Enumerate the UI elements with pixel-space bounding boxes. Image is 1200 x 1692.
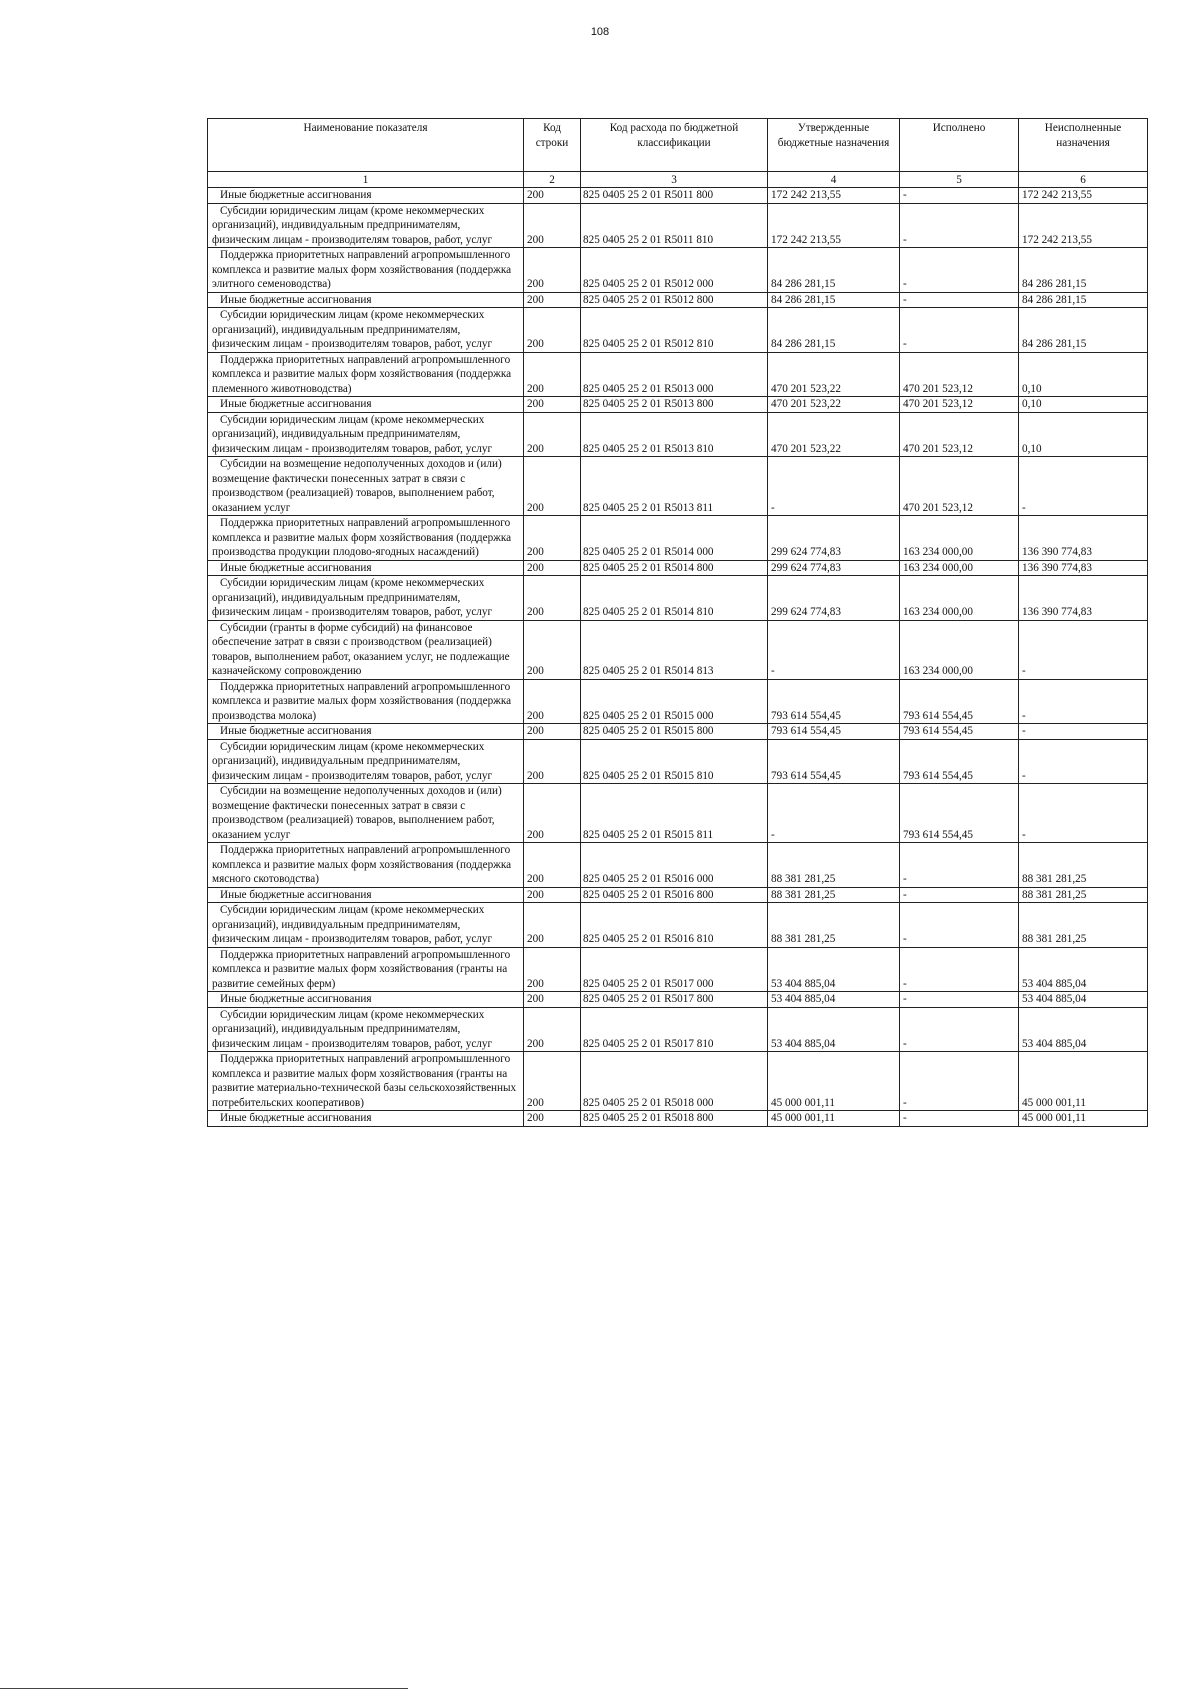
row-unexecuted-cell: 136 390 774,83	[1019, 516, 1148, 561]
table-row	[208, 620, 1148, 679]
row-budget-code-cell: 825 0405 25 2 01 R5012 800	[581, 292, 768, 308]
column-number: 4	[768, 172, 900, 188]
row-unexecuted-cell: 0,10	[1019, 412, 1148, 457]
row-name-cell	[208, 887, 524, 903]
row-executed-cell: -	[900, 903, 1019, 948]
row-executed-cell: -	[900, 1007, 1019, 1052]
row-budget-code-cell: 825 0405 25 2 01 R5015 810	[581, 739, 768, 784]
table-row	[208, 947, 1148, 992]
row-approved-cell: 84 286 281,15	[768, 308, 900, 353]
row-line-code-cell: 200	[524, 412, 581, 457]
row-approved-cell: 793 614 554,45	[768, 739, 900, 784]
row-approved-cell: 793 614 554,45	[768, 724, 900, 740]
row-name-text: Субсидии (гранты в форме субсидий) на финансовое обеспечение затрат в связи с производством (реализацией) товаров, выполнением работ, оказанием услуг, не подлежащие казначейскому сопровождению	[212, 621, 510, 677]
row-name-text: Поддержка приоритетных направлений агропромышленного комплекса и развитие малых форм хозяйствования (поддержка племенного животноводства)	[212, 353, 512, 395]
page-number: 108	[590, 26, 610, 38]
row-line-code-cell: 200	[524, 248, 581, 293]
row-budget-code-cell: 825 0405 25 2 01 R5018 000	[581, 1052, 768, 1111]
table-row	[208, 903, 1148, 948]
row-approved-cell: 84 286 281,15	[768, 292, 900, 308]
row-unexecuted-cell: 88 381 281,25	[1019, 903, 1148, 948]
row-name-cell	[208, 203, 524, 248]
table-row	[208, 784, 1148, 843]
row-unexecuted-cell: 88 381 281,25	[1019, 843, 1148, 888]
column-number: 3	[581, 172, 768, 188]
row-executed-cell: -	[900, 947, 1019, 992]
header-name: Наименование показателя	[208, 119, 524, 172]
row-name-cell	[208, 412, 524, 457]
row-executed-cell: -	[900, 203, 1019, 248]
row-budget-code-cell: 825 0405 25 2 01 R5013 800	[581, 397, 768, 413]
row-name-cell	[208, 1052, 524, 1111]
column-number: 5	[900, 172, 1019, 188]
row-approved-cell: 299 624 774,83	[768, 516, 900, 561]
row-line-code-cell: 200	[524, 292, 581, 308]
row-unexecuted-cell: 45 000 001,11	[1019, 1111, 1148, 1127]
row-executed-cell: 470 201 523,12	[900, 352, 1019, 397]
row-line-code-cell: 200	[524, 620, 581, 679]
row-line-code-cell: 200	[524, 397, 581, 413]
row-unexecuted-cell: -	[1019, 739, 1148, 784]
row-unexecuted-cell: 53 404 885,04	[1019, 947, 1148, 992]
header-line-code: Код строки	[524, 119, 581, 172]
row-budget-code-cell: 825 0405 25 2 01 R5013 811	[581, 457, 768, 516]
row-name-text: Субсидии юридическим лицам (кроме некоммерческих организаций), индивидуальным предпринимателям, физическим лицам - производителям товаров, работ, услуг	[212, 204, 493, 246]
row-budget-code-cell: 825 0405 25 2 01 R5012 810	[581, 308, 768, 353]
row-name-text: Иные бюджетные ассигнования	[220, 398, 372, 410]
row-name-cell	[208, 248, 524, 293]
table-row	[208, 308, 1148, 353]
table-row	[208, 887, 1148, 903]
row-budget-code-cell: 825 0405 25 2 01 R5014 810	[581, 576, 768, 621]
table-row	[208, 188, 1148, 204]
row-line-code-cell: 200	[524, 308, 581, 353]
row-budget-code-cell: 825 0405 25 2 01 R5015 811	[581, 784, 768, 843]
header-budget-code: Код расхода по бюджетной классификации	[581, 119, 768, 172]
row-line-code-cell: 200	[524, 724, 581, 740]
row-line-code-cell: 200	[524, 903, 581, 948]
row-approved-cell: 172 242 213,55	[768, 188, 900, 204]
row-name-cell	[208, 516, 524, 561]
row-approved-cell: 88 381 281,25	[768, 887, 900, 903]
row-unexecuted-cell: 136 390 774,83	[1019, 576, 1148, 621]
row-name-text: Поддержка приоритетных направлений агропромышленного комплекса и развитие малых форм хозяйствования (гранты на развитие семейных ферм)	[212, 948, 511, 990]
table-row	[208, 1007, 1148, 1052]
row-unexecuted-cell: 136 390 774,83	[1019, 560, 1148, 576]
row-approved-cell: 470 201 523,22	[768, 397, 900, 413]
budget-execution-table	[207, 118, 1148, 1127]
row-name-text: Субсидии юридическим лицам (кроме некоммерческих организаций), индивидуальным предпринимателям, физическим лицам - производителям товаров, работ, услуг	[212, 1008, 493, 1050]
row-line-code-cell: 200	[524, 560, 581, 576]
column-number: 6	[1019, 172, 1148, 188]
row-budget-code-cell: 825 0405 25 2 01 R5016 800	[581, 887, 768, 903]
row-budget-code-cell: 825 0405 25 2 01 R5016 810	[581, 903, 768, 948]
row-approved-cell: 45 000 001,11	[768, 1052, 900, 1111]
row-line-code-cell: 200	[524, 457, 581, 516]
row-unexecuted-cell: 53 404 885,04	[1019, 992, 1148, 1008]
row-executed-cell: 793 614 554,45	[900, 739, 1019, 784]
row-unexecuted-cell: 172 242 213,55	[1019, 203, 1148, 248]
row-name-text: Субсидии юридическим лицам (кроме некоммерческих организаций), индивидуальным предпринимателям, физическим лицам - производителям товаров, работ, услуг	[212, 904, 493, 945]
row-executed-cell: -	[900, 843, 1019, 888]
row-name-text: Поддержка приоритетных направлений агропромышленного комплекса и развитие малых форм хозяйствования (поддержка элитного семеноводства)	[212, 249, 512, 290]
row-executed-cell: 163 234 000,00	[900, 560, 1019, 576]
row-executed-cell: 470 201 523,12	[900, 457, 1019, 516]
row-executed-cell: 793 614 554,45	[900, 724, 1019, 740]
table-row	[208, 248, 1148, 293]
row-budget-code-cell: 825 0405 25 2 01 R5017 000	[581, 947, 768, 992]
row-line-code-cell: 200	[524, 739, 581, 784]
row-name-text: Поддержка приоритетных направлений агропромышленного комплекса и развитие малых форм хозяйствования (гранты на развитие материально-технической базы сельскохозяйственных потребительских кооперативов)	[212, 1053, 517, 1109]
row-executed-cell: 793 614 554,45	[900, 784, 1019, 843]
row-unexecuted-cell: 45 000 001,11	[1019, 1052, 1148, 1111]
row-approved-cell: 172 242 213,55	[768, 203, 900, 248]
table-row	[208, 412, 1148, 457]
row-budget-code-cell: 825 0405 25 2 01 R5011 810	[581, 203, 768, 248]
row-executed-cell: -	[900, 248, 1019, 293]
row-name-text: Иные бюджетные ассигнования	[220, 189, 372, 201]
row-executed-cell: 163 234 000,00	[900, 516, 1019, 561]
row-name-text: Иные бюджетные ассигнования	[220, 725, 372, 737]
row-budget-code-cell: 825 0405 25 2 01 R5014 000	[581, 516, 768, 561]
table-row	[208, 457, 1148, 516]
row-executed-cell: 163 234 000,00	[900, 576, 1019, 621]
row-unexecuted-cell: 84 286 281,15	[1019, 248, 1148, 293]
row-line-code-cell: 200	[524, 1052, 581, 1111]
row-approved-cell: 793 614 554,45	[768, 679, 900, 724]
row-executed-cell: -	[900, 887, 1019, 903]
column-number-row	[208, 172, 1148, 188]
row-name-text: Субсидии юридическим лицам (кроме некоммерческих организаций), индивидуальным предпринимателям, физическим лицам - производителям товаров, работ, услуг	[212, 309, 493, 350]
row-name-cell	[208, 1111, 524, 1127]
header-unexecuted: Неисполненные назначения	[1019, 119, 1148, 172]
row-name-cell	[208, 308, 524, 353]
table-row	[208, 292, 1148, 308]
row-approved-cell: 84 286 281,15	[768, 248, 900, 293]
row-name-cell	[208, 188, 524, 204]
row-budget-code-cell: 825 0405 25 2 01 R5012 000	[581, 248, 768, 293]
row-unexecuted-cell: 0,10	[1019, 397, 1148, 413]
row-executed-cell: 163 234 000,00	[900, 620, 1019, 679]
table-row	[208, 1111, 1148, 1127]
row-name-cell	[208, 992, 524, 1008]
row-unexecuted-cell: -	[1019, 724, 1148, 740]
row-budget-code-cell: 825 0405 25 2 01 R5013 810	[581, 412, 768, 457]
row-line-code-cell: 200	[524, 843, 581, 888]
row-name-cell	[208, 457, 524, 516]
row-line-code-cell: 200	[524, 992, 581, 1008]
page-bottom-rule	[0, 1688, 408, 1689]
row-executed-cell: -	[900, 992, 1019, 1008]
row-name-text: Поддержка приоритетных направлений агропромышленного комплекса и развитие малых форм хозяйствования (поддержка производства молока)	[212, 680, 512, 722]
row-budget-code-cell: 825 0405 25 2 01 R5015 800	[581, 724, 768, 740]
row-budget-code-cell: 825 0405 25 2 01 R5011 800	[581, 188, 768, 204]
row-name-cell	[208, 679, 524, 724]
row-line-code-cell: 200	[524, 188, 581, 204]
row-name-text: Иные бюджетные ассигнования	[220, 993, 372, 1005]
row-executed-cell: 470 201 523,12	[900, 397, 1019, 413]
row-approved-cell: 53 404 885,04	[768, 992, 900, 1008]
table-row	[208, 397, 1148, 413]
row-name-cell	[208, 560, 524, 576]
row-budget-code-cell: 825 0405 25 2 01 R5016 000	[581, 843, 768, 888]
table-row	[208, 203, 1148, 248]
row-name-cell	[208, 1007, 524, 1052]
row-name-cell	[208, 352, 524, 397]
column-number: 1	[208, 172, 524, 188]
row-name-text: Субсидии на возмещение недополученных доходов и (или) возмещение фактически понесенных затрат в связи с производством (реализацией) товаров, выполнением работ, оказанием услуг	[212, 785, 502, 841]
row-approved-cell: 45 000 001,11	[768, 1111, 900, 1127]
row-budget-code-cell: 825 0405 25 2 01 R5018 800	[581, 1111, 768, 1127]
row-line-code-cell: 200	[524, 947, 581, 992]
row-executed-cell: -	[900, 188, 1019, 204]
row-line-code-cell: 200	[524, 516, 581, 561]
row-name-text: Субсидии юридическим лицам (кроме некоммерческих организаций), индивидуальным предпринимателям, физическим лицам - производителям товаров, работ, услуг	[212, 413, 493, 455]
row-budget-code-cell: 825 0405 25 2 01 R5017 800	[581, 992, 768, 1008]
row-line-code-cell: 200	[524, 784, 581, 843]
row-name-text: Иные бюджетные ассигнования	[220, 888, 372, 901]
row-approved-cell: 299 624 774,83	[768, 560, 900, 576]
row-name-cell	[208, 724, 524, 740]
row-approved-cell: 53 404 885,04	[768, 1007, 900, 1052]
row-name-text: Иные бюджетные ассигнования	[220, 561, 372, 574]
table-row	[208, 560, 1148, 576]
row-unexecuted-cell: -	[1019, 784, 1148, 843]
row-name-cell	[208, 947, 524, 992]
row-unexecuted-cell: 84 286 281,15	[1019, 308, 1148, 353]
table-row	[208, 576, 1148, 621]
row-name-text: Иные бюджетные ассигнования	[220, 293, 372, 306]
row-approved-cell: 299 624 774,83	[768, 576, 900, 621]
table-row	[208, 992, 1148, 1008]
row-name-text: Субсидии юридическим лицам (кроме некоммерческих организаций), индивидуальным предпринимателям, физическим лицам - производителям товаров, работ, услуг	[212, 577, 493, 618]
row-unexecuted-cell: -	[1019, 679, 1148, 724]
row-line-code-cell: 200	[524, 1007, 581, 1052]
row-budget-code-cell: 825 0405 25 2 01 R5015 000	[581, 679, 768, 724]
row-approved-cell: 53 404 885,04	[768, 947, 900, 992]
table-row	[208, 679, 1148, 724]
row-name-text: Субсидии юридическим лицам (кроме некоммерческих организаций), индивидуальным предпринимателям, физическим лицам - производителям товаров, работ, услуг	[212, 740, 493, 782]
row-name-cell	[208, 620, 524, 679]
row-name-cell	[208, 903, 524, 948]
row-name-cell	[208, 397, 524, 413]
row-budget-code-cell: 825 0405 25 2 01 R5014 813	[581, 620, 768, 679]
row-unexecuted-cell: 172 242 213,55	[1019, 188, 1148, 204]
row-line-code-cell: 200	[524, 203, 581, 248]
row-unexecuted-cell: -	[1019, 457, 1148, 516]
row-name-cell	[208, 739, 524, 784]
header-row	[208, 119, 1148, 172]
row-line-code-cell: 200	[524, 679, 581, 724]
header-approved: Утвержденные бюджетные назначения	[768, 119, 900, 172]
row-unexecuted-cell: 53 404 885,04	[1019, 1007, 1148, 1052]
row-approved-cell: 88 381 281,25	[768, 903, 900, 948]
row-approved-cell: 470 201 523,22	[768, 412, 900, 457]
row-approved-cell: -	[768, 457, 900, 516]
table-row	[208, 352, 1148, 397]
row-budget-code-cell: 825 0405 25 2 01 R5013 000	[581, 352, 768, 397]
row-approved-cell: -	[768, 620, 900, 679]
row-name-cell	[208, 843, 524, 888]
row-line-code-cell: 200	[524, 576, 581, 621]
row-unexecuted-cell: 0,10	[1019, 352, 1148, 397]
row-unexecuted-cell: 84 286 281,15	[1019, 292, 1148, 308]
row-name-text: Иные бюджетные ассигнования	[220, 1112, 372, 1124]
row-name-text: Поддержка приоритетных направлений агропромышленного комплекса и развитие малых форм хозяйствования (поддержка производства продукции плодово-ягодных насаждений)	[212, 517, 512, 558]
row-line-code-cell: 200	[524, 887, 581, 903]
table-row	[208, 843, 1148, 888]
row-executed-cell: 793 614 554,45	[900, 679, 1019, 724]
row-budget-code-cell: 825 0405 25 2 01 R5017 810	[581, 1007, 768, 1052]
table-row	[208, 1052, 1148, 1111]
table-row	[208, 516, 1148, 561]
row-line-code-cell: 200	[524, 1111, 581, 1127]
table-row	[208, 724, 1148, 740]
row-name-cell	[208, 292, 524, 308]
column-number: 2	[524, 172, 581, 188]
row-name-text: Поддержка приоритетных направлений агропромышленного комплекса и развитие малых форм хозяйствования (поддержка мясного скотоводства)	[212, 844, 512, 885]
row-executed-cell: -	[900, 1111, 1019, 1127]
row-unexecuted-cell: -	[1019, 620, 1148, 679]
row-line-code-cell: 200	[524, 352, 581, 397]
row-approved-cell: 88 381 281,25	[768, 843, 900, 888]
row-executed-cell: -	[900, 1052, 1019, 1111]
row-name-text: Субсидии на возмещение недополученных доходов и (или) возмещение фактически понесенных затрат в связи с производством (реализацией) товаров, выполнением работ, оказанием услуг	[212, 458, 502, 514]
row-executed-cell: 470 201 523,12	[900, 412, 1019, 457]
row-executed-cell: -	[900, 308, 1019, 353]
header-executed: Исполнено	[900, 119, 1019, 172]
row-budget-code-cell: 825 0405 25 2 01 R5014 800	[581, 560, 768, 576]
row-executed-cell: -	[900, 292, 1019, 308]
row-name-cell	[208, 576, 524, 621]
row-approved-cell: -	[768, 784, 900, 843]
row-unexecuted-cell: 88 381 281,25	[1019, 887, 1148, 903]
table-row	[208, 739, 1148, 784]
row-approved-cell: 470 201 523,22	[768, 352, 900, 397]
row-name-cell	[208, 784, 524, 843]
